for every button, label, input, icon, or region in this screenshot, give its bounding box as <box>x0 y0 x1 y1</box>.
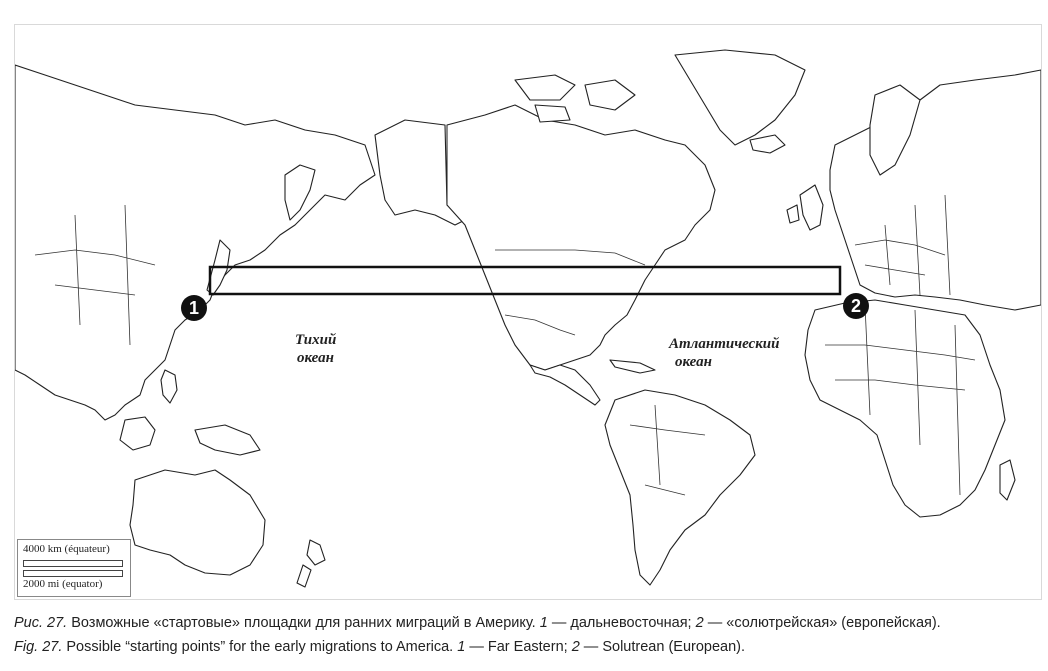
caption-russian <box>14 611 1044 635</box>
marker-far-eastern: 1 <box>181 295 207 321</box>
caption-ru-n1: 1 <box>539 615 548 631</box>
north-america <box>447 105 715 370</box>
caption-ru-n2: 2 <box>695 615 704 631</box>
caption-ru-prefix: Рис. 27. <box>14 615 68 631</box>
new-zealand-south <box>297 565 311 587</box>
africa <box>805 300 1005 517</box>
caption-en-prefix: Fig. 27. <box>14 639 63 655</box>
new-zealand <box>307 540 325 565</box>
ireland <box>787 205 799 223</box>
madagascar <box>1000 460 1015 500</box>
map-scale <box>17 539 131 597</box>
atlantic-ocean-label <box>669 335 780 371</box>
greenland <box>675 50 805 145</box>
caption-english <box>14 635 1044 659</box>
caption-en-text-a: Possible “starting points” for the early migrations to America. <box>62 639 458 655</box>
caption-ru-text-c: — «солютрейская» (европейская). <box>703 615 941 631</box>
marker-solutrean: 2 <box>843 293 869 319</box>
borneo <box>120 417 155 450</box>
arctic-island-3 <box>535 105 570 122</box>
arctic-island-2 <box>585 80 635 110</box>
caption-en-text-b: — Far Eastern; <box>465 639 572 655</box>
south-america <box>605 390 755 585</box>
caption-ru-text-b: — дальневосточная; <box>547 615 696 631</box>
scale-mi-label: 2000 mi (equator) <box>23 578 103 590</box>
atlantic-label-line1: Атлантический <box>669 336 780 352</box>
australia <box>130 470 265 575</box>
new-guinea <box>195 425 260 455</box>
figure-caption <box>14 611 1044 659</box>
pacific-ocean-label <box>295 331 336 367</box>
iceland <box>750 135 785 153</box>
arctic-island-1 <box>515 75 575 100</box>
cuba <box>610 360 655 373</box>
central-america <box>530 365 600 405</box>
pacific-label-line1: Тихий <box>295 332 337 348</box>
scale-km-bar <box>23 560 123 567</box>
philippines <box>161 370 177 403</box>
caption-ru-text-a: Возможные «стартовые» площадки для ранних миграций в Америку. <box>67 615 540 631</box>
europe <box>830 70 1041 310</box>
world-map <box>14 24 1042 600</box>
world-map-outline <box>15 25 1041 599</box>
scale-mi-bar <box>23 570 123 577</box>
caption-en-text-c: — Solutrean (European). <box>579 639 746 655</box>
caption-en-n2: 2 <box>571 639 580 655</box>
caption-en-n1: 1 <box>457 639 466 655</box>
atlantic-label-line2: океан <box>675 354 712 370</box>
scale-km-label: 4000 km (équateur) <box>23 543 110 555</box>
british-isles <box>800 185 823 230</box>
pacific-label-line2: океан <box>297 350 334 366</box>
